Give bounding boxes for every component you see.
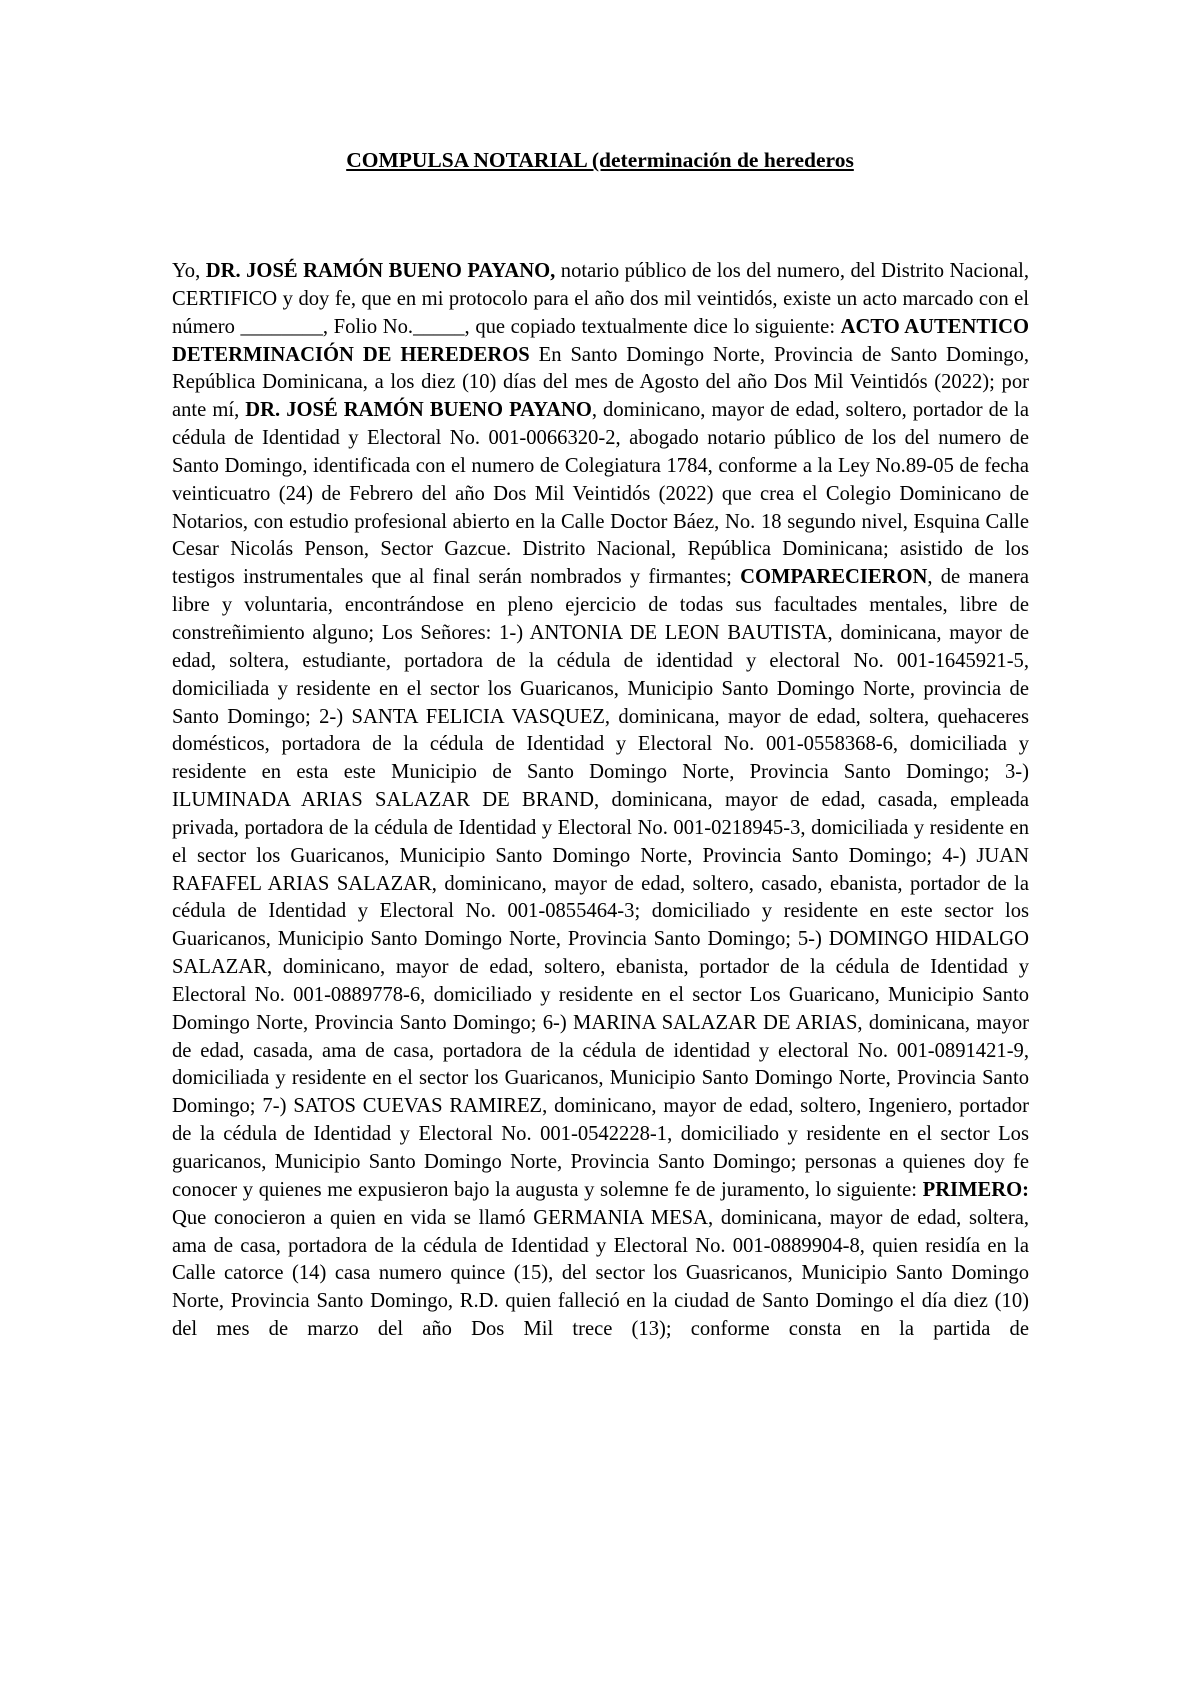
- body-segment: notario público de los del numero, del Distrito Nacional, CERTIFICO y doy fe, que en mi protocolo para el año dos mil veintidós, existe un acto marcado con el número ________, Folio No._____, que copiado textualmente dice lo siguiente:: [172, 260, 1029, 338]
- comparecieron-bold: COMPARECIERON: [740, 566, 928, 589]
- body-segment: , dominicano, mayor de edad, soltero, portador de la cédula de Identidad y Electoral No. 001-0066320-2, abogado notario público de los del numero de Santo Domingo, identificada con el numero de Colegiatura 1784, conforme a la Ley No.89-05 de fecha veinticuatro (24) de Febrero del año Dos Mil Veintidós (2022) que crea el Colegio Dominicano de Notarios, con estudio profesional abierto en la Calle Doctor Báez, No. 18 segundo nivel, Esquina Calle Cesar Nicolás Penson, Sector Gazcue. Distrito Nacional, República Dominicana; asistido de los testigos instrumentales que al final serán nombrados y firmantes;: [172, 399, 1029, 589]
- body-segment: , de manera libre y voluntaria, encontrándose en pleno ejercicio de todas sus facultades mentales, libre de constreñimiento alguno; Los Señores: 1-) ANTONIA DE LEON BAUTISTA, dominicana, mayor de edad, soltera, estudiante, portadora de la cédula de identidad y electoral No. 001-1645921-5, domiciliada y residente en el sector los Guaricanos, Municipio Santo Domingo Norte, provincia de Santo Domingo; 2-) SANTA FELICIA VASQUEZ, dominicana, mayor de edad, soltera, quehaceres domésticos, portadora de la cédula de Identidad y Electoral No. 001-0558368-6, domiciliada y residente en esta este Municipio de Santo Domingo Norte, Provincia Santo Domingo; 3-) ILUMINADA ARIAS SALAZAR DE BRAND, dominicana, mayor de edad, casada, empleada privada, portadora de la cédula de Identidad y Electoral No. 001-0218945-3, domiciliada y residente en el sector los Guaricanos, Municipio Santo Domingo Norte, Provincia Santo Domingo; 4-) JUAN RAFAFEL ARIAS SALAZAR, dominicano, mayor de edad, soltero, casado, ebanista, portador de la cédula de Identidad y Electoral No. 001-0855464-3; domiciliado y residente en este sector los Guaricanos, Municipio Santo Domingo Norte, Provincia Santo Domingo; 5-) DOMINGO HIDALGO SALAZAR, dominicano, mayor de edad, soltero, ebanista, portador de la cédula de Identidad y Electoral No. 001-0889778-6, domiciliado y residente en el sector Los Guaricano, Municipio Santo Domingo Norte, Provincia Santo Domingo; 6-) MARINA SALAZAR DE ARIAS, dominicana, mayor de edad, casada, ama de casa, portadora de la cédula de identidad y electoral No. 001-0891421-9, domiciliada y residente en el sector los Guaricanos, Municipio Santo Domingo Norte, Provincia Santo Domingo; 7-) SATOS CUEVAS RAMIREZ, dominicano, mayor de edad, soltero, Ingeniero, portador de la cédula de Identidad y Electoral No. 001-0542228-1, domiciliado y residente en el sector Los guaricanos, Municipio Santo Domingo Norte, Provincia Santo Domingo; personas a quienes doy fe conocer y quienes me expusieron bajo la augusta y solemne fe de juramento, lo siguiente:: [172, 566, 1029, 1201]
- act-title-bold: ACTO AUTENTICO DETERMINACIÓN DE HEREDEROS: [172, 315, 1030, 366]
- body-segment: En Santo Domingo Norte, Provincia de Santo Domingo, República Dominicana, a los diez (10) días del mes de Agosto del año Dos Mil Veintidós (2022); por ante mí,: [172, 343, 1029, 422]
- body-segment: Que conocieron a quien en vida se llamó GERMANIA MESA, dominicana, mayor de edad, soltera, ama de casa, portadora de la cédula de Identidad y Electoral No. 001-0889904-8, quien residía en la Calle catorce (14) casa numero quince (15), del sector los Guasricanos, Municipio Santo Domingo Norte, Provincia Santo Domingo, R.D. quien falleció en la ciudad de Santo Domingo el día diez (10) del mes de marzo del año Dos Mil trece (13); conforme consta en la partida de: [172, 1206, 1029, 1341]
- body-segment: Yo,: [172, 260, 206, 282]
- document-title: COMPULSA NOTARIAL (determinación de herederos: [346, 148, 854, 172]
- notary-name-bold: DR. JOSÉ RAMÓN BUENO PAYANO,: [205, 260, 556, 282]
- document-body: [172, 258, 1029, 1344]
- notary-name-bold: DR. JOSÉ RAMÓN BUENO PAYANO: [245, 399, 592, 422]
- primero-bold: PRIMERO:: [922, 1178, 1029, 1201]
